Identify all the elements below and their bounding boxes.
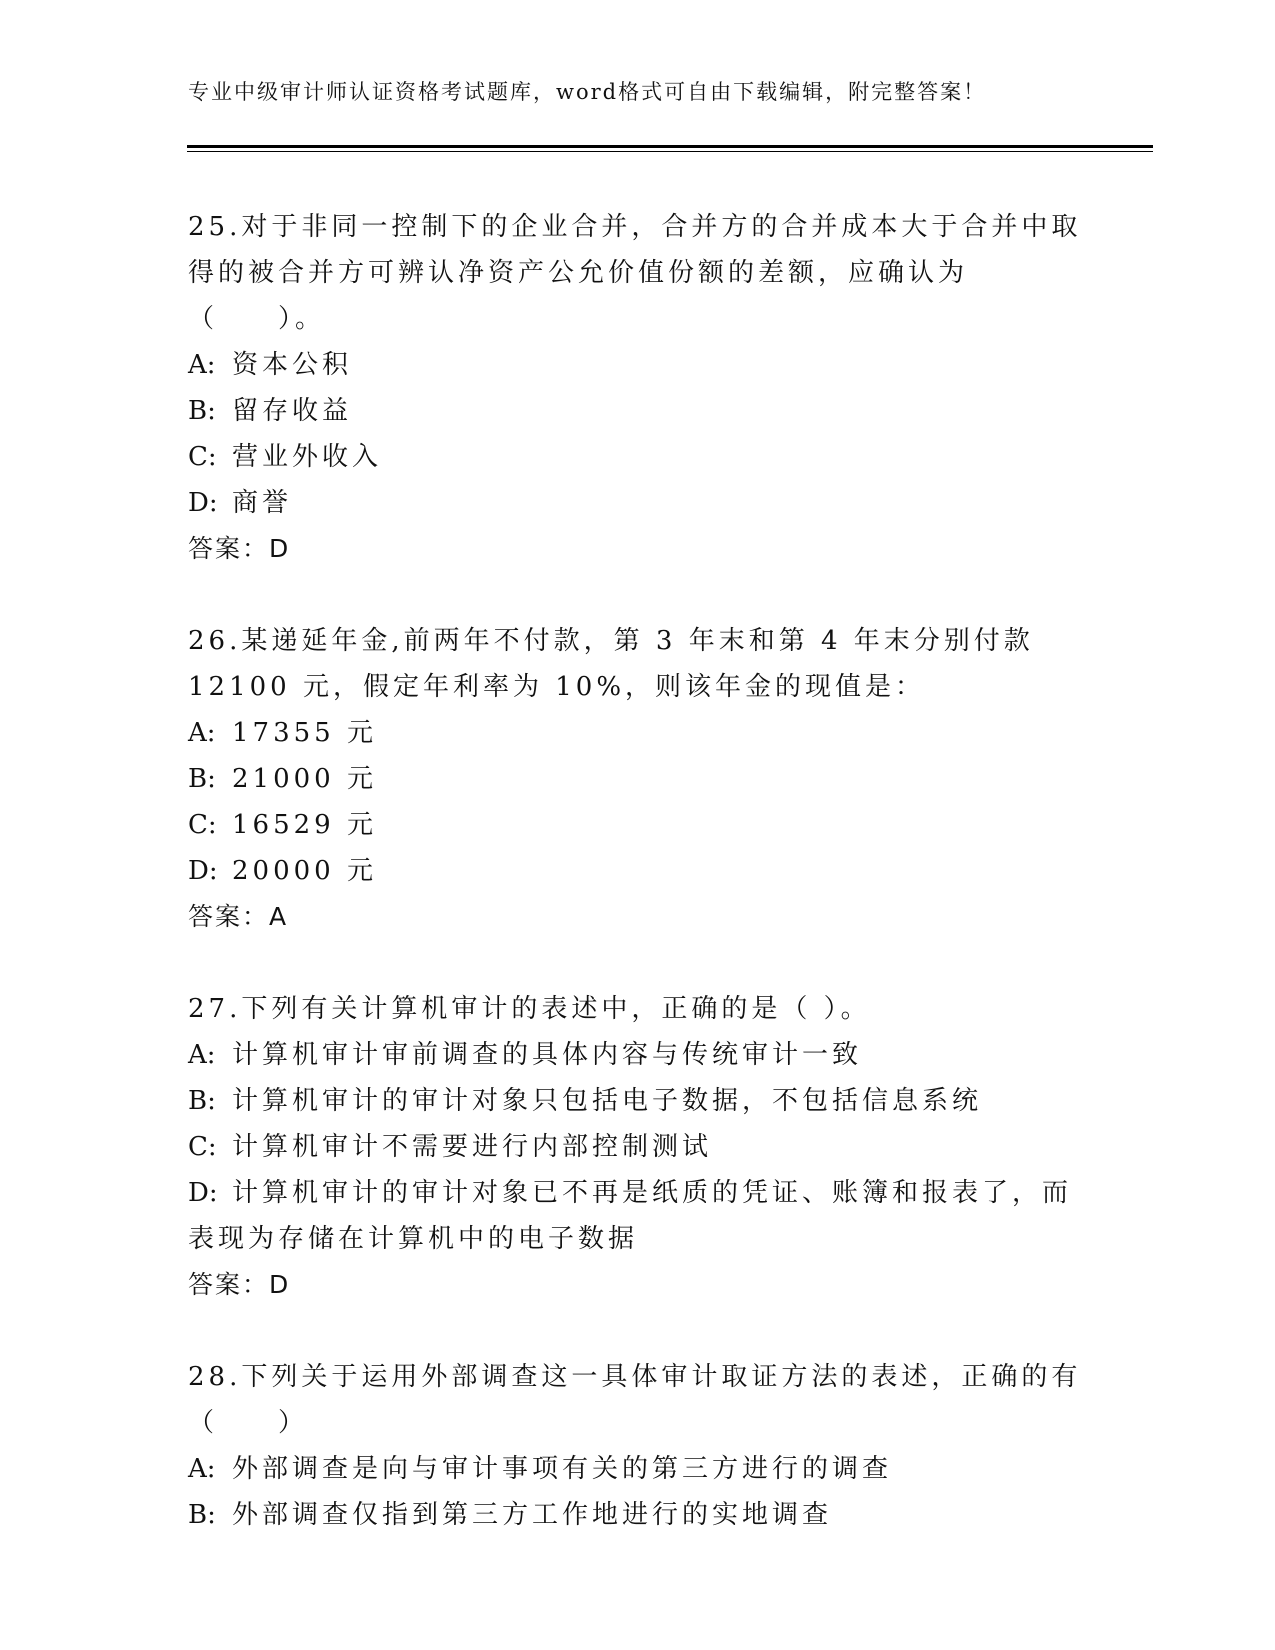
option-letter: C: — [188, 810, 217, 840]
option-d — [188, 848, 1088, 894]
option-text: 21000 元 — [232, 764, 377, 794]
option-letter: C: — [188, 1132, 217, 1162]
question-28 — [188, 1354, 1088, 1538]
question-text: 下列有关计算机审计的表述中，正确的是（ ）。 — [241, 994, 871, 1024]
question-number: 26. — [188, 626, 242, 656]
option-letter: A: — [188, 1454, 216, 1484]
option-letter: B: — [188, 1500, 216, 1530]
question-text: 下列关于运用外部调查这一具体审计取证方法的表述，正确的有（ ） — [188, 1362, 1082, 1438]
option-letter: D: — [188, 856, 218, 886]
option-text: 外部调查仅指到第三方工作地进行的实地调查 — [232, 1500, 833, 1530]
option-b — [188, 388, 1088, 434]
option-text: 计算机审计审前调查的具体内容与传统审计一致 — [232, 1040, 863, 1070]
option-text: 计算机审计不需要进行内部控制测试 — [232, 1132, 713, 1162]
option-text: 留存收益 — [232, 396, 353, 426]
option-text: 资本公积 — [232, 350, 353, 380]
question-text: 某递延年金,前两年不付款，第 3 年末和第 4 年末分别付款 12100 元，假定年利率为 10%，则该年金的现值是： — [188, 626, 1034, 702]
option-c — [188, 802, 1088, 848]
option-letter: A: — [188, 718, 216, 748]
question-stem — [188, 986, 1088, 1032]
option-letter: A: — [188, 1040, 216, 1070]
option-text: 商誉 — [232, 488, 293, 518]
option-text: 营业外收入 — [232, 442, 383, 472]
option-a — [188, 1446, 1088, 1492]
option-a — [188, 710, 1088, 756]
question-number: 25. — [188, 212, 242, 242]
question-gap — [188, 1308, 1088, 1354]
option-b — [188, 756, 1088, 802]
option-text: 计算机审计的审计对象已不再是纸质的凭证、账簿和报表了，而表现为存储在计算机中的电子数据 — [188, 1178, 1073, 1254]
option-letter: D: — [188, 488, 218, 518]
question-number: 28. — [188, 1362, 242, 1392]
option-text: 17355 元 — [232, 718, 377, 748]
option-text: 计算机审计的审计对象只包括电子数据，不包括信息系统 — [232, 1086, 983, 1116]
option-a — [188, 1032, 1088, 1078]
option-text: 20000 元 — [232, 856, 377, 886]
option-letter: B: — [188, 764, 216, 794]
header-rule-thin — [187, 151, 1153, 152]
header-rule-thick — [187, 145, 1153, 148]
option-text: 外部调查是向与审计事项有关的第三方进行的调查 — [232, 1454, 893, 1484]
option-letter: D: — [188, 1178, 218, 1208]
option-c — [188, 1124, 1088, 1170]
answer-line: 答案：D — [188, 1270, 291, 1299]
question-gap — [188, 940, 1088, 986]
option-letter: B: — [188, 1086, 216, 1116]
question-list — [188, 204, 1088, 1538]
question-26 — [188, 618, 1088, 940]
option-d — [188, 480, 1088, 526]
option-letter: B: — [188, 396, 216, 426]
option-letter: A: — [188, 350, 216, 380]
question-gap — [188, 572, 1088, 618]
question-number: 27. — [188, 994, 242, 1024]
question-text: 对于非同一控制下的企业合并，合并方的合并成本大于合并中取得的被合并方可辨认净资产公允价值份额的差额，应确认为（ ）。 — [188, 212, 1082, 334]
option-b — [188, 1492, 1088, 1538]
answer-line: 答案：A — [188, 902, 289, 931]
question-stem — [188, 618, 1088, 710]
question-stem — [188, 204, 1088, 342]
option-letter: C: — [188, 442, 217, 472]
option-c — [188, 434, 1088, 480]
page-header: 专业中级审计师认证资格考试题库，word格式可自由下载编辑，附完整答案！ — [188, 80, 987, 104]
option-b — [188, 1078, 1088, 1124]
question-27 — [188, 986, 1088, 1308]
question-stem — [188, 1354, 1088, 1446]
option-text: 16529 元 — [232, 810, 377, 840]
option-a — [188, 342, 1088, 388]
question-25 — [188, 204, 1088, 572]
answer-line: 答案：D — [188, 534, 291, 563]
option-d — [188, 1170, 1088, 1262]
